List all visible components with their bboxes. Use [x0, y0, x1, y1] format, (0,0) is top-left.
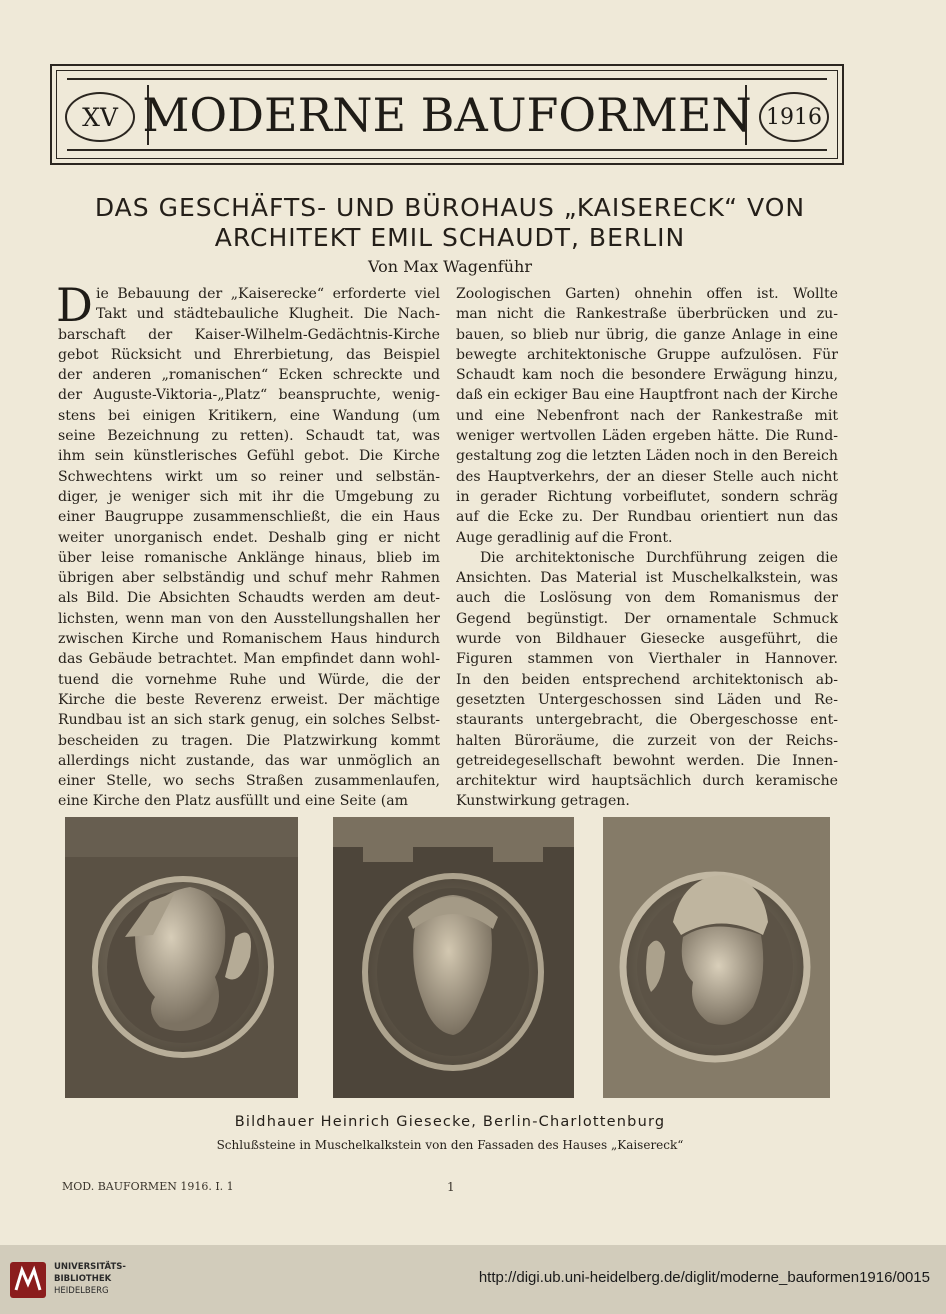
text-line: Kirche die beste Reverenz erweist. Der mächtige — [58, 691, 440, 708]
text-line: des Hauptverkehrs, der an dieser Stelle auch nicht — [456, 468, 838, 485]
library-name — [54, 1261, 126, 1297]
text-line: diger, je weniger sich mit ihr die Umgebung zu — [58, 488, 440, 505]
text-line: in gerader Richtung vorbeiflutet, sondern schräg — [456, 488, 838, 505]
text-line: gesetzten Untergeschossen sind Läden und Re- — [456, 691, 838, 708]
text-column-left — [56, 278, 440, 812]
text-line: weiter unorganisch endet. Deshalb ging er nicht — [58, 529, 440, 546]
text-line: bewegte architektonische Gruppe aufzulösen. Für — [456, 346, 838, 363]
text-line: ie Bebauung der „Kaiserecke“ erforderte viel — [96, 286, 440, 302]
text-line: auf die Ecke zu. Der Rundbau orientiert nun das — [456, 509, 838, 526]
text-line: als Bild. Die Absichten Schaudts werden am deut- — [58, 590, 440, 607]
year: 1916 — [759, 92, 829, 142]
text-line: stens bei einigen Kritikern, eine Wandung (um — [58, 407, 440, 424]
journal-title: MODERNE BAUFORMEN — [142, 88, 752, 142]
text-line: das Gebäude betrachtet. Man empfindet dann wohl- — [58, 651, 440, 668]
library-bar — [0, 1245, 946, 1314]
footer-journal-reference: MOD. BAUFORMEN 1916. I. 1 — [62, 1180, 234, 1193]
article-title-line-1: DAS GESCHÄFTS- UND BÜROHAUS „KAISERECK“ VON — [94, 193, 806, 222]
text-line: Rundbau ist an sich stark genug, ein solches Selbst- — [58, 712, 440, 729]
text-line: weniger wertvollen Läden ergeben hätte. Die Rund- — [456, 428, 838, 445]
keystone-relief-2-image — [333, 817, 574, 1098]
text-line: eine Kirche den Platz ausfüllt und eine Seite (am — [58, 793, 409, 810]
article-author: Von Max Wagenführ — [368, 257, 532, 276]
text-line: tuend die vornehme Ruhe und Würde, die der — [58, 671, 440, 688]
library-name-line-1: UNIVERSITÄTS- — [54, 1262, 126, 1272]
text-line: einer Baugruppe zusammenschließt, die ein Haus — [58, 509, 440, 526]
text-line: lichsten, wenn man von den Ausstellungshallen her — [58, 610, 440, 627]
text-line: wurde von Bildhauer Giesecke ausgeführt, die — [456, 631, 838, 648]
text-line: seine Bezeichnung zu retten). Schaudt tat, was — [58, 428, 440, 445]
library-name-line-3: HEIDELBERG — [54, 1286, 109, 1296]
text-line: der Auguste-Viktoria-„Platz“ beanspruchte, wenig- — [58, 387, 440, 404]
keystone-photo-2 — [333, 817, 574, 1098]
text-line: getreidegesellschaft bewohnt werden. Die Innen- — [456, 752, 838, 769]
masthead-ornament-top — [67, 78, 827, 80]
masthead-ornament-bottom — [67, 149, 827, 151]
text-line: man nicht die Rankestraße überbrücken und zu- — [456, 306, 838, 323]
text-line: Schwechtens wirkt um so reiner und selbstän- — [58, 468, 440, 485]
volume-number: XV — [65, 92, 135, 142]
text-line: ihm sein künstlerisches Gefühl gebot. Die Kirche — [58, 448, 440, 465]
keystone-relief-3-image — [603, 817, 830, 1098]
keystone-photo-3 — [603, 817, 830, 1098]
text-line: bescheiden zu tragen. Die Platzwirkung kommt — [58, 732, 440, 749]
masthead-title-box — [142, 85, 752, 145]
text-line: Takt und städtebauliche Klugheit. Die Nach- — [96, 306, 440, 323]
text-line: halten Büroräume, die zurzeit von der Reichs- — [456, 732, 838, 749]
text-line: daß ein eckiger Bau eine Hauptfront nach der Kirche — [456, 387, 838, 404]
library-name-line-2: BIBLIOTHEK — [54, 1274, 112, 1284]
library-logo-icon — [10, 1262, 46, 1298]
article-title — [60, 193, 840, 253]
permalink-url[interactable]: http://digi.ub.uni-heidelberg.de/diglit/moderne_bauformen1916/0015 — [478, 1269, 930, 1286]
drop-cap: D — [56, 278, 93, 332]
masthead — [50, 64, 844, 165]
text-line: übrigen aber selbständig und schuf mehr Rahmen — [58, 570, 440, 587]
keystone-relief-1-image — [65, 817, 298, 1098]
text-line: Zoologischen Garten) ohnehin offen ist. Wollte — [456, 286, 838, 302]
text-line: architektur wird hauptsächlich durch keramische — [456, 773, 838, 790]
text-line: einer Stelle, wo sechs Straßen zusammenlaufen, — [58, 773, 440, 790]
photo-caption-sculptor: Bildhauer Heinrich Giesecke, Berlin-Charlottenburg — [234, 1114, 666, 1130]
text-line: bauen, so blieb nur übrig, die ganze Anlage in eine — [456, 326, 838, 343]
text-line: gestaltung zog die letzten Läden noch in den Bereich — [456, 448, 838, 465]
text-line: Auge geradlinig auf die Front. — [456, 529, 673, 546]
text-line: und eine Nebenfront nach der Rankestraße mit — [456, 407, 838, 424]
text-line: der anderen „romanischen“ Ecken schreckte und — [58, 367, 440, 384]
page-number: 1 — [447, 1180, 455, 1194]
text-line: über leise romanische Anklänge hinaus, blieb im — [58, 549, 440, 566]
text-line: Schaudt kam noch die besondere Erwägung hinzu, — [456, 367, 838, 384]
text-line: Figuren stammen von Vierthaler in Hannover. — [456, 651, 838, 668]
text-line: Kunstwirkung getragen. — [456, 793, 630, 810]
text-line: auch die Loslösung von dem Romanismus der — [456, 590, 838, 607]
photo-caption-description: Schlußsteine in Muschelkalkstein von den Fassaden des Hauses „Kaisereck“ — [216, 1138, 684, 1152]
text-line: Die architektonische Durchführung zeigen die — [480, 549, 838, 566]
text-line: allerdings nicht zustande, das war unmöglich an — [58, 752, 440, 769]
text-column-right — [456, 284, 838, 812]
text-line: Ansichten. Das Material ist Muschelkalkstein, was — [456, 570, 838, 587]
keystone-photo-1 — [65, 817, 298, 1098]
text-line: barschaft der Kaiser-Wilhelm-Gedächtnis-Kirche — [58, 326, 440, 343]
text-line: zwischen Kirche und Romanischem Haus hindurch — [58, 631, 440, 648]
text-line: In den beiden entsprechend architektonisch ab- — [456, 671, 838, 688]
text-line: Gegend begünstigt. Der ornamentale Schmuck — [456, 610, 838, 627]
text-line: gebot Rücksicht und Ehrerbietung, das Beispiel — [58, 346, 440, 363]
article-title-line-2: ARCHITEKT EMIL SCHAUDT, BERLIN — [214, 223, 686, 252]
text-line: staurants untergebracht, die Obergeschosse ent- — [456, 712, 838, 729]
masthead-frame — [56, 70, 838, 159]
